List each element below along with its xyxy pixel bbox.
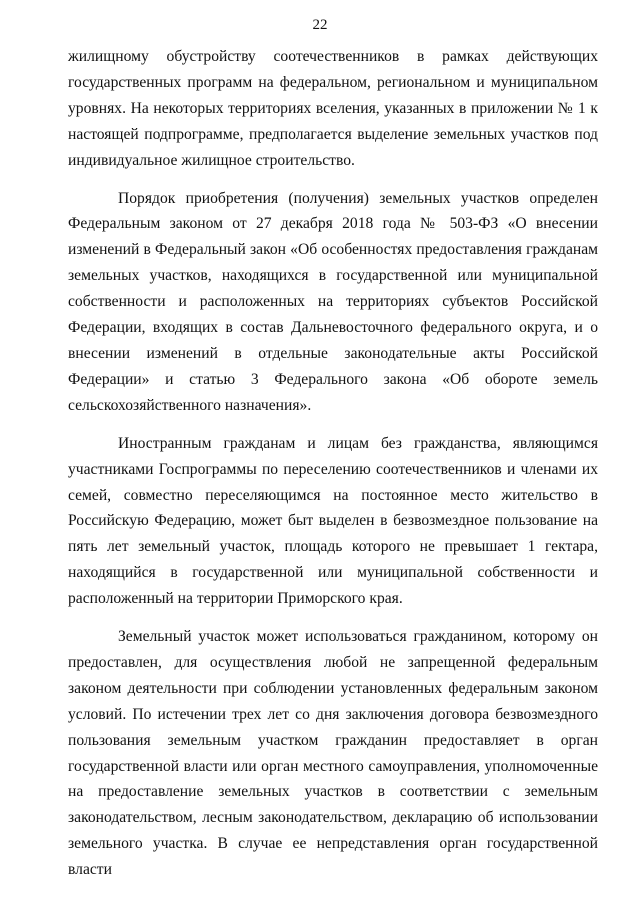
paragraph-land-acquisition-order: Порядок приобретения (получения) земельных участков определен Федеральным законом от 27 декабря 2018 года № 503-ФЗ «О внесении изменений в Федеральный закон «Об особенностях предоставления гражданам земельных участков, находящихся в государственной или муниципальной собственности и расположенных на территориях субъектов Российской Федерации, входящих в состав Дальневосточного федерального округа, и о внесении изменений в отдельные законодательные акты Российской Федерации» и статью 3 Федерального закона «Об обороте земель сельскохозяйственного назначения».	[68, 189, 598, 414]
paragraph-continuation: жилищному обустройству соотечественников в рамках действующих государственных программ на федеральном, региональном и муниципальном уровнях. На некоторых территориях вселения, указанных в приложении № 1 к настоящей подпрограмме, предполагается выделение земельных участков под индивидуальное жилищное строительство.	[68, 48, 598, 169]
paragraph-land-use: Земельный участок может использоваться гражданином, которому он предоставлен, для осуществления любой не запрещенной федеральным законом деятельности при соблюдении установленных федеральным законом условий. По истечении трех лет со дня заключения договора безвозмездного пользования земельным участком гражданин предоставляет в орган государственной власти или орган местного самоуправления, уполномоченные на предоставление земельных участков в соответствии с земельным законодательством, лесным законодательством, декларацию об использовании земельного участка. В случае ее непредставления орган государственной власти	[68, 628, 598, 879]
paragraph-foreign-citizens: Иностранным гражданам и лицам без гражданства, являющимся участниками Госпрограммы по переселению соотечественников и членами их семей, совместно переселяющимся на постоянное место жительство в Российскую Федерацию, может быт выделен в безвозмездное пользование на пять лет земельный участок, площадь которого не превышает 1 гектара, находящийся в государственной или муниципальной собственности и расположенный на территории Приморского края.	[68, 434, 598, 608]
document-body	[68, 44, 598, 883]
page-number: 22	[312, 17, 328, 33]
